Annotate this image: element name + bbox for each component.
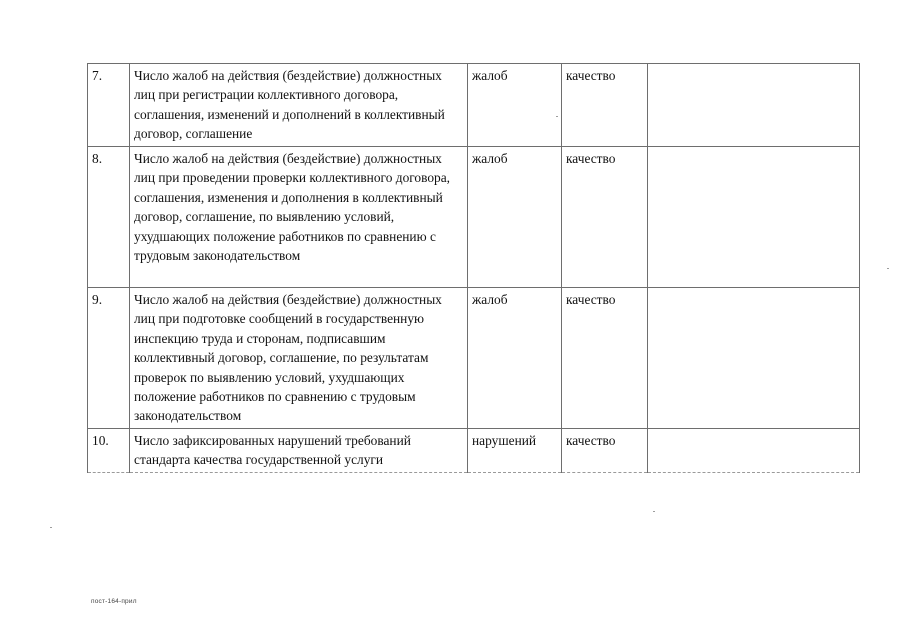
row-number: 8. xyxy=(92,151,103,166)
row-category: качество xyxy=(566,151,616,166)
unit-cell xyxy=(468,288,562,429)
row-category: качество xyxy=(566,433,616,448)
category-cell xyxy=(562,64,648,147)
row-unit: жалоб xyxy=(472,151,508,166)
value-cell xyxy=(648,64,860,147)
row-category: качество xyxy=(566,292,616,307)
value-cell xyxy=(648,147,860,288)
row-number: 10. xyxy=(92,433,109,448)
table-row xyxy=(88,429,860,473)
row-number: 9. xyxy=(92,292,103,307)
description-cell xyxy=(130,429,468,473)
row-description: Число жалоб на действия (бездействие) должностных лиц при подготовке сообщений в государственную инспекцию труда и сторонам, подписавшим коллективный договор, соглашение, по результатам проверок по выявлению условий, ухудшающих положение работников по сравнению с трудовым законодательством xyxy=(134,292,442,424)
scan-speck xyxy=(887,268,889,269)
indicators-table xyxy=(87,63,860,473)
unit-cell xyxy=(468,429,562,473)
footer-file-note: пост-164-прил xyxy=(91,598,137,605)
table-row xyxy=(88,147,860,288)
category-cell xyxy=(562,288,648,429)
category-cell xyxy=(562,147,648,288)
description-cell xyxy=(130,64,468,147)
value-cell xyxy=(648,288,860,429)
scan-speck xyxy=(50,527,52,528)
row-description: Число зафиксированных нарушений требований стандарта качества государственной услуги xyxy=(134,433,411,468)
description-cell xyxy=(130,288,468,429)
row-number-cell xyxy=(88,64,130,147)
row-unit: нарушений xyxy=(472,433,537,448)
scan-speck xyxy=(556,116,558,117)
table-row xyxy=(88,288,860,429)
row-description: Число жалоб на действия (бездействие) должностных лиц при регистрации коллективного договора, соглашения, изменений и дополнений в коллективный договор, соглашение xyxy=(134,68,445,142)
row-unit: жалоб xyxy=(472,68,508,83)
category-cell xyxy=(562,429,648,473)
scan-speck xyxy=(653,511,655,512)
unit-cell xyxy=(468,64,562,147)
row-unit: жалоб xyxy=(472,292,508,307)
value-cell xyxy=(648,429,860,473)
description-cell xyxy=(130,147,468,288)
row-number-cell xyxy=(88,288,130,429)
row-number: 7. xyxy=(92,68,103,83)
row-number-cell xyxy=(88,147,130,288)
row-description: Число жалоб на действия (бездействие) должностных лиц при проведении проверки коллективного договора, соглашения, изменения и дополнения в коллективный договор, соглашение, по выявлению условий, ухудшающих положение работников по сравнению с трудовым законодательством xyxy=(134,151,451,264)
row-number-cell xyxy=(88,429,130,473)
row-category: качество xyxy=(566,68,616,83)
table-row xyxy=(88,64,860,147)
unit-cell xyxy=(468,147,562,288)
